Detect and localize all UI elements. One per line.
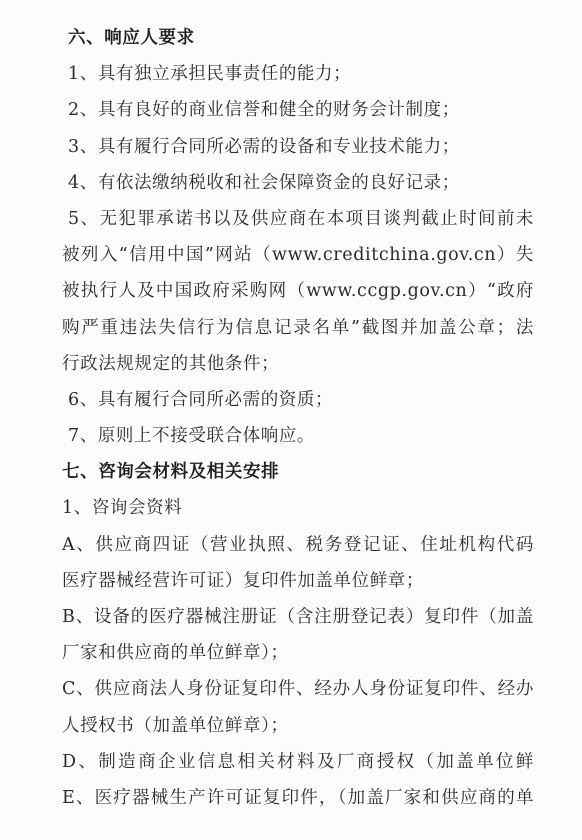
- material-item-a-line-2: 医疗器械经营许可证）复印件加盖单位鲜章；: [62, 570, 424, 591]
- requirement-item-5-line-1: 5、无犯罪承诺书以及供应商在本项目谈判截止时间前未: [68, 208, 534, 229]
- requirement-item-5-line-2: 被列入“信用中国”网站（www.creditchina.gov.cn）失: [62, 245, 534, 266]
- document-body: [62, 20, 534, 816]
- material-item-b-line-1: B、设备的医疗器械注册证（含注册登记表）复印件（加盖: [62, 607, 534, 627]
- material-item-e-line-1: E、医疗器械生产许可证复印件，（加盖厂家和供应商的单: [62, 787, 534, 808]
- material-item-b-line-2: 厂家和供应商的单位鲜章）；: [62, 643, 289, 664]
- material-item-c-line-2: 人授权书（加盖单位鲜章）；: [62, 715, 289, 736]
- section-seven-heading: 七、咨询会材料及相关安排: [62, 462, 280, 483]
- requirement-item-6: 6、具有履行合同所必需的资质；: [68, 389, 334, 410]
- requirement-item-5-line-5: 行政法规规定的其他条件；: [62, 353, 280, 374]
- requirement-item-5-line-4: 购严重违法失信行为信息记录名单”截图并加盖公章；法: [62, 317, 534, 338]
- section-six-heading: 六、响应人要求: [68, 28, 195, 48]
- section-seven-subheading: 1、咨询会资料: [62, 498, 183, 519]
- requirement-item-7: 7、原则上不接受联合体响应。: [68, 426, 316, 447]
- material-item-c-line-1: C、供应商法人身份证复印件、经办人身份证复印件、经办: [62, 679, 534, 700]
- requirement-item-3: 3、具有履行合同所必需的设备和专业技术能力；: [68, 136, 460, 157]
- requirement-item-5-line-3: 被执行人及中国政府采购网（www.ccgp.gov.cn）“政府: [62, 281, 534, 302]
- material-item-d: D、制造商企业信息相关材料及厂商授权（加盖单位鲜: [62, 751, 534, 772]
- requirement-item-4: 4、有依法缴纳税收和社会保障资金的良好记录；: [68, 172, 460, 193]
- requirement-item-1: 1、具有独立承担民事责任的能力；: [68, 64, 352, 85]
- material-item-a-line-1: A、供应商四证（营业执照、税务登记证、住址机构代码: [62, 534, 534, 555]
- requirement-item-2: 2、具有良好的商业信誉和健全的财务会计制度；: [68, 100, 460, 121]
